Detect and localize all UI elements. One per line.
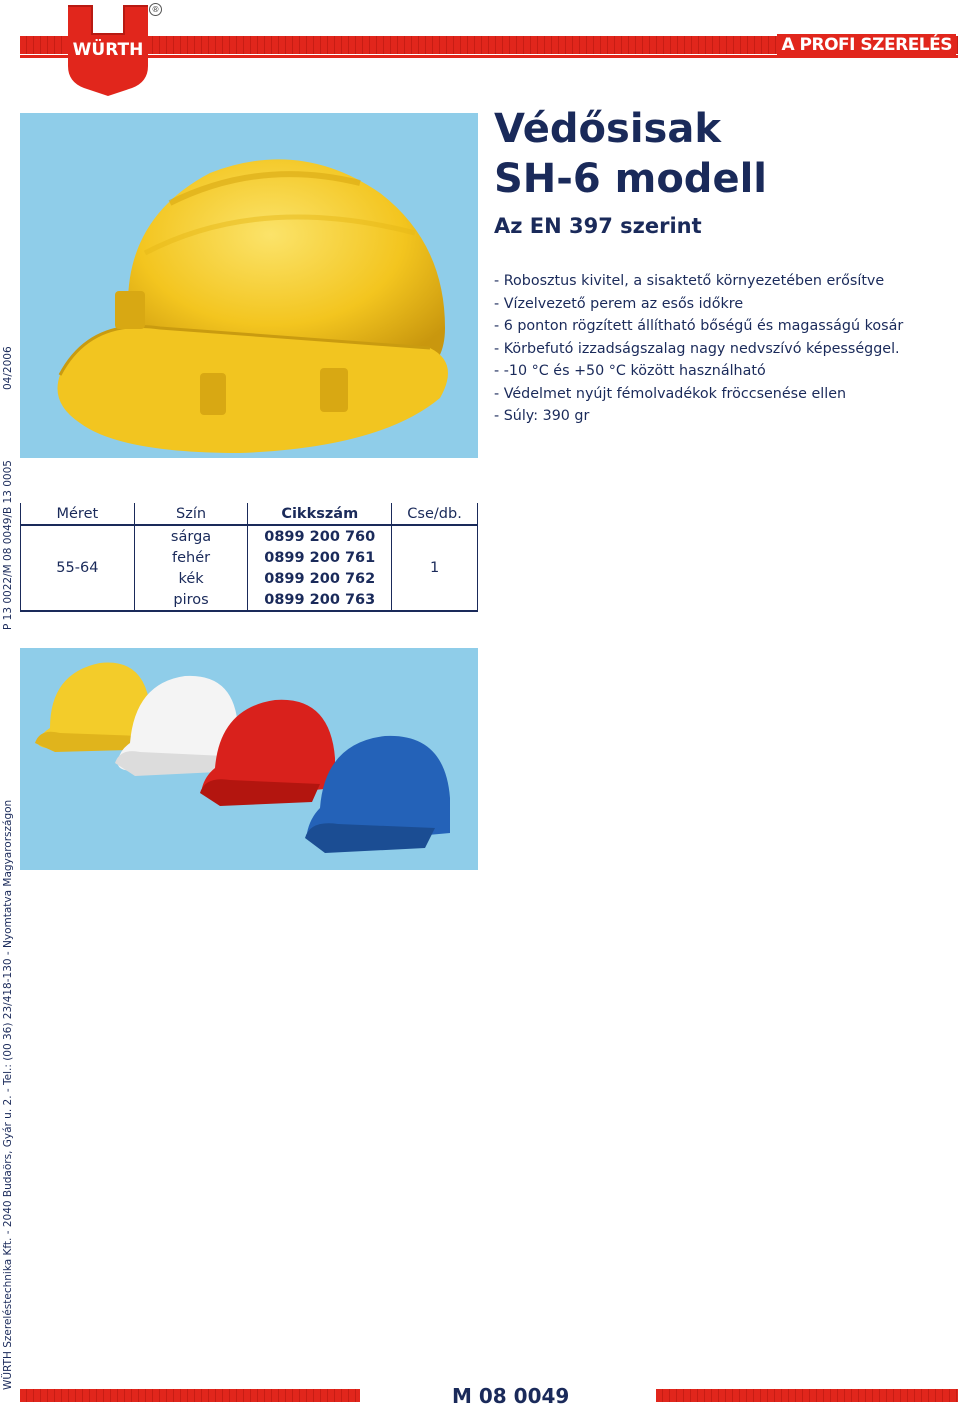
cell-quantity: 1 xyxy=(392,525,478,611)
footer-document-code: M 08 0049 xyxy=(452,1384,570,1408)
header-color: Szín xyxy=(134,503,248,525)
header-slogan: A PROFI SZERELÉS xyxy=(777,34,956,56)
feature-item: - Védelmet nyújt fémolvadékok fröccsenése ellen xyxy=(494,385,847,402)
wurth-logo xyxy=(66,4,150,96)
registered-mark: ® xyxy=(149,3,162,16)
page-title xyxy=(494,104,934,204)
feature-list xyxy=(494,270,903,428)
cell-color: fehér xyxy=(134,547,248,568)
table-row xyxy=(21,525,478,547)
feature-item: - -10 °C és +50 °C között használható xyxy=(494,363,766,379)
title-line-2: SH-6 modell xyxy=(494,156,767,202)
header-size: Méret xyxy=(21,503,135,525)
cell-color: kék xyxy=(134,568,248,589)
footer-stripe-right xyxy=(656,1389,958,1402)
side-document-codes: P 13 0022/M 08 0049/B 13 0005 xyxy=(2,460,14,630)
feature-item: - Súly: 390 gr xyxy=(494,408,590,424)
yellow-helmet-icon xyxy=(20,113,478,458)
spec-table xyxy=(20,503,478,612)
cell-article-number: 0899 200 763 xyxy=(248,589,392,611)
feature-item: - 6 ponton rögzített állítható bőségű és magasságú kosár xyxy=(494,318,904,334)
footer-stripe-left xyxy=(20,1389,360,1402)
side-date: 04/2006 xyxy=(2,346,14,390)
cell-color: piros xyxy=(134,589,248,611)
feature-item: - Robosztus kivitel, a sisaktető környezetében erősítve xyxy=(494,273,885,289)
cell-article-number: 0899 200 761 xyxy=(248,547,392,568)
cell-article-number: 0899 200 762 xyxy=(248,568,392,589)
feature-item: - Körbefutó izzadságszalag nagy nedvszívó képességgel. xyxy=(494,340,900,357)
header-article-number: Cikkszám xyxy=(248,503,392,525)
cell-article-number: 0899 200 760 xyxy=(248,525,392,547)
feature-item: - Vízelvezető perem az esős időkre xyxy=(494,295,744,312)
helmet-variants-icon xyxy=(20,648,478,870)
header-quantity: Cse/db. xyxy=(392,503,478,525)
side-company-info: WÜRTH Szereléstechnika Kft. - 2040 Budaörs, Gyár u. 2. - Tel.: (00 36) 23/418-130 - Nyomtatva Magyarországon xyxy=(2,799,14,1390)
main-product-image xyxy=(20,113,478,458)
page-subtitle: Az EN 397 szerint xyxy=(494,214,702,238)
table-header-row xyxy=(21,503,478,525)
cell-size: 55-64 xyxy=(21,525,135,611)
logo-text: WÜRTH xyxy=(72,40,144,60)
title-line-1: Védősisak xyxy=(494,106,721,152)
cell-color: sárga xyxy=(134,525,248,547)
color-variants-image xyxy=(20,648,478,870)
